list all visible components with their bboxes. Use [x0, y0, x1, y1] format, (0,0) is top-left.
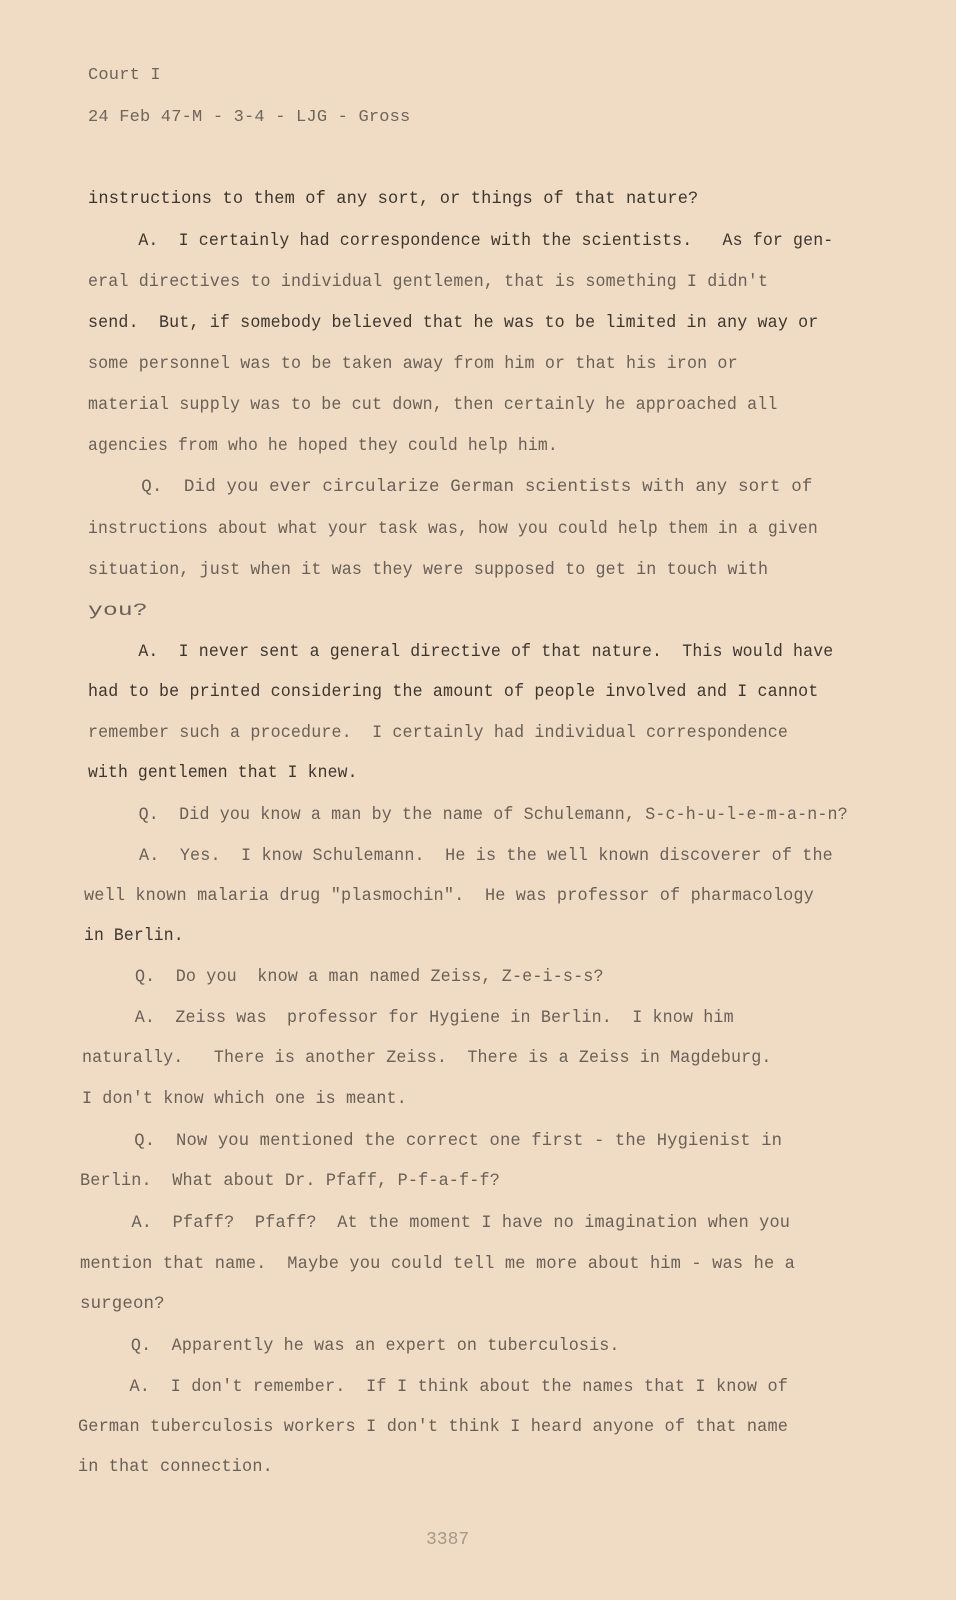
transcript-line: A. Yes. I know Schulemann. He is the well known discoverer of the: [88, 847, 833, 866]
transcript-line: had to be printed considering the amount of people involved and I cannot: [88, 683, 819, 702]
transcript-line: in that connection.: [78, 1458, 273, 1477]
transcript-line: Q. Apparently he was an expert on tuberculosis.: [80, 1337, 620, 1356]
transcript-line: you?: [88, 602, 148, 621]
transcript-line: eral directives to individual gentlemen, that is something I didn't: [88, 273, 769, 292]
transcript-line: remember such a procedure. I certainly had individual correspondence: [88, 724, 789, 743]
transcript-line: some personnel was to be taken away from him or that his iron or: [88, 355, 738, 374]
transcript-line: A. I don't remember. If I think about the names that I know of: [78, 1378, 789, 1397]
transcript-line: agencies from who he hoped they could help him.: [88, 437, 558, 456]
transcript-line: surgeon?: [80, 1295, 165, 1314]
transcript-line: I don't know which one is meant.: [82, 1090, 407, 1109]
court-label: Court I: [88, 66, 161, 85]
transcript-line: instructions about what your task was, how you could help them in a given: [88, 520, 818, 539]
transcript-line: instructions to them of any sort, or things of that nature?: [88, 190, 699, 209]
transcript-line: mention that name. Maybe you could tell me more about him - was he a: [80, 1255, 796, 1274]
transcript-line: well known malaria drug "plasmochin". He was professor of pharmacology: [84, 887, 814, 906]
transcript-reference: 24 Feb 47-M - 3-4 - LJG - Gross: [88, 108, 411, 127]
transcript-line: material supply was to be cut down, then certainly he approached all: [88, 396, 778, 415]
transcript-line: A. I never sent a general directive of that nature. This would have: [88, 643, 834, 662]
transcript-line: German tuberculosis workers I don't think I heard anyone of that name: [78, 1418, 789, 1437]
transcript-line: A. Zeiss was professor for Hygiene in Berlin. I know him: [84, 1009, 734, 1028]
transcript-line: in Berlin.: [84, 927, 184, 946]
transcript-line: A. Pfaff? Pfaff? At the moment I have no imagination when you: [80, 1214, 791, 1233]
transcript-line: Q. Do you know a man named Zeiss, Z-e-i-s-s?: [84, 968, 604, 987]
transcript-line: naturally. There is another Zeiss. There is a Zeiss in Magdeburg.: [82, 1049, 772, 1068]
transcript-line: Q. Now you mentioned the correct one first - the Hygienist in: [82, 1132, 783, 1151]
page-number: 3387: [426, 1530, 470, 1550]
transcript-line: A. I certainly had correspondence with the scientists. As for gen-: [88, 232, 834, 251]
transcript-line: Q. Did you know a man by the name of Schulemann, S-c-h-u-l-e-m-a-n-n?: [88, 806, 848, 825]
transcript-line: with gentlemen that I knew.: [88, 764, 358, 783]
transcript-line: Q. Did you ever circularize German scientists with any sort of: [88, 478, 813, 497]
transcript-line: situation, just when it was they were supposed to get in touch with: [88, 561, 769, 580]
transcript-line: send. But, if somebody believed that he was to be limited in any way or: [88, 314, 819, 333]
transcript-line: Berlin. What about Dr. Pfaff, P-f-a-f-f?: [80, 1172, 501, 1191]
